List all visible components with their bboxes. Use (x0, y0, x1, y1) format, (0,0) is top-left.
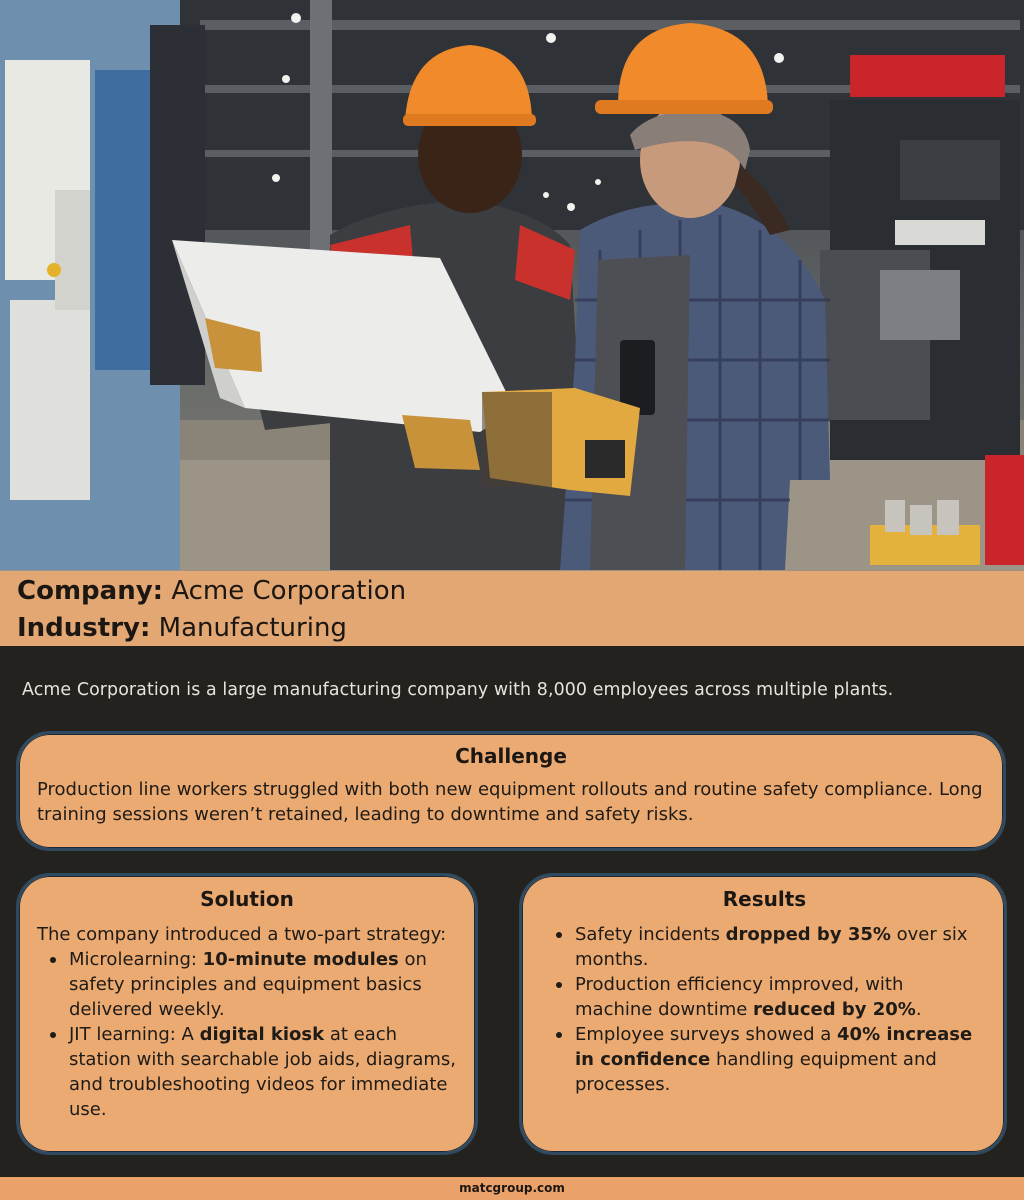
industry-line (17, 610, 1007, 646)
challenge-title: Challenge (455, 744, 567, 768)
challenge-card (16, 731, 1006, 851)
solution-title: Solution (200, 887, 294, 911)
industry-label: Industry: (17, 613, 151, 643)
intro-text: Acme Corporation is a large manufacturing company with 8,000 employees across multiple plants. (22, 680, 894, 700)
company-line (17, 573, 1007, 610)
result-item: Employee surveys showed a 40% increase in confidence handling equipment and processes. (543, 1022, 986, 1097)
results-title: Results (722, 887, 807, 911)
company-label: Company: (17, 576, 164, 606)
results-card (519, 873, 1007, 1155)
results-list (543, 922, 986, 1097)
footer-website[interactable]: matcgroup.com (0, 1177, 1024, 1200)
result-item: Safety incidents dropped by 35% over six months. (543, 922, 986, 972)
solution-list (37, 947, 457, 1122)
solution-card (16, 873, 478, 1155)
challenge-text: Production line workers struggled with both new equipment rollouts and routine safety compliance. Long training sessions weren’t retained, leading to downtime and safety risks. (37, 779, 983, 825)
solution-item: JIT learning: A digital kiosk at each station with searchable job aids, diagrams, and troubleshooting videos for immediate use. (37, 1022, 457, 1122)
solution-text: The company introduced a two-part strategy: (37, 924, 447, 945)
result-item: Production efficiency improved, with machine downtime reduced by 20%. (543, 972, 986, 1022)
company-caption-band (0, 571, 1024, 646)
solution-item: Microlearning: 10-minute modules on safety principles and equipment basics delivered weekly. (37, 947, 457, 1022)
industry-value: Manufacturing (158, 613, 347, 643)
company-value: Acme Corporation (171, 576, 407, 606)
